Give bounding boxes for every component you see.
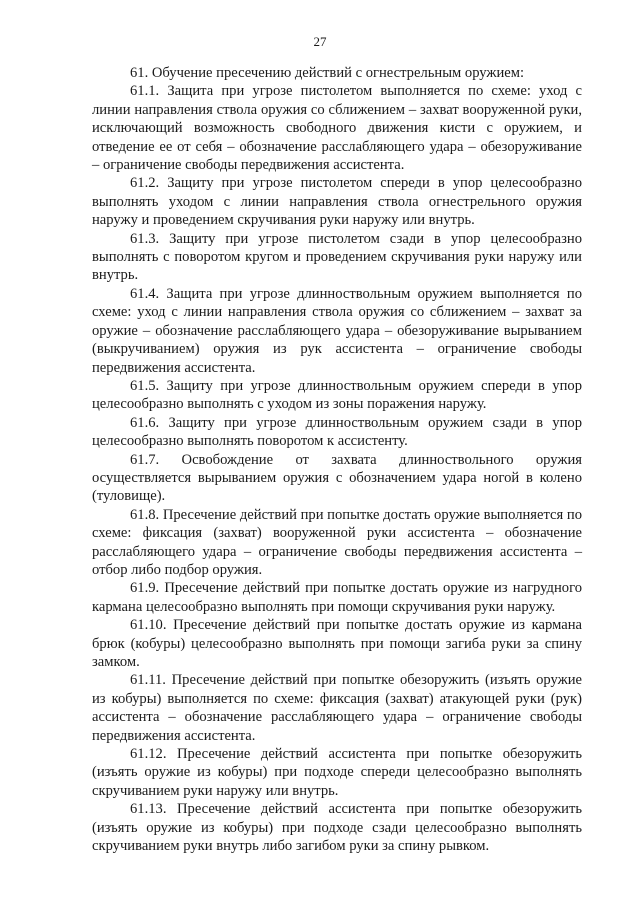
paragraph-61-12: 61.12. Пресечение действий ассистента при попытке обезоружить (изъять оружие из кобуры) при подходе спереди целесообразно выполнять скручиванием руки наружу или внутрь. <box>92 746 582 799</box>
page-number: 27 <box>313 34 327 49</box>
paragraph-61-8: 61.8. Пресечение действий при попытке достать оружие выполняется по схеме: фиксация (захват) вооруженной руки ассистента – обозначение расслабляющего удара – ограничение свободы передвижения ассистента – отбор либо подбор оружия. <box>92 506 582 578</box>
paragraph-61-5: 61.5. Защиту при угрозе длинноствольным оружием спереди в упор целесообразно выполнять с уходом из зоны поражения наружу. <box>92 377 582 413</box>
paragraph-61-3: 61.3. Защиту при угрозе пистолетом сзади в упор целесообразно выполнять с поворотом кругом и проведением скручивания руки наружу или внутрь. <box>92 230 582 284</box>
paragraph-61-7: 61.7. Освобождение от захвата длинноствольного оружия осуществляется вырыванием оружия с обозначением удара ногой в колено (туловище). <box>92 451 582 505</box>
paragraph-61-4: 61.4. Защита при угрозе длинноствольным оружием выполняется по схеме: уход с линии направления ствола оружия со сближением – захват за оружие – обозначение расслабляющего удара – обезоруживание вырыванием (выкручиванием) оружия из рук ассистента – ограничение свободы передвижения ассистента. <box>92 285 582 376</box>
paragraph-61-1: 61.1. Защита при угрозе пистолетом выполняется по схеме: уход с линии направления ствола оружия со сближением – захват вооруженной руки, исключающий возможность свободного движения кисти с оружием, и отведение ее от себя – обозначение расслабляющего удара – обезоруживание – ограничение свободы передвижения ассистента. <box>92 83 582 174</box>
paragraph-61-13: 61.13. Пресечение действий ассистента при попытке обезоружить (изъять оружие из кобуры) при подходе сзади целесообразно выполнять скручиванием руки внутрь либо загибом руки за спину рывком. <box>92 801 582 855</box>
paragraph-61-2: 61.2. Защиту при угрозе пистолетом спереди в упор целесообразно выполнять уходом с линии направления ствола огнестрельного оружия наружу и проведением скручивания руки наружу или внутрь. <box>92 175 582 229</box>
paragraph-61-9: 61.9. Пресечение действий при попытке достать оружие из нагрудного кармана целесообразно выполнять при помощи скручивания руки наружу. <box>92 580 582 615</box>
paragraph-61-10: 61.10. Пресечение действий при попытке достать оружие из кармана брюк (кобуры) целесообразно выполнять при помощи загиба руки за спину замком. <box>92 617 582 670</box>
paragraph-61-6: 61.6. Защиту при угрозе длинноствольным оружием сзади в упор целесообразно выполнять поворотом к ассистенту. <box>92 414 582 450</box>
document-body <box>92 64 582 855</box>
section-heading: 61. Обучение пресечению действий с огнестрельным оружием: <box>130 65 525 81</box>
paragraph-61-11: 61.11. Пресечение действий при попытке обезоружить (изъять оружие из кобуры) выполняется по схеме: фиксация (захват) атакующей руки (рук) ассистента – обозначение расслабляющего удара – ограничение свободы передвижения ассистента. <box>92 672 582 744</box>
